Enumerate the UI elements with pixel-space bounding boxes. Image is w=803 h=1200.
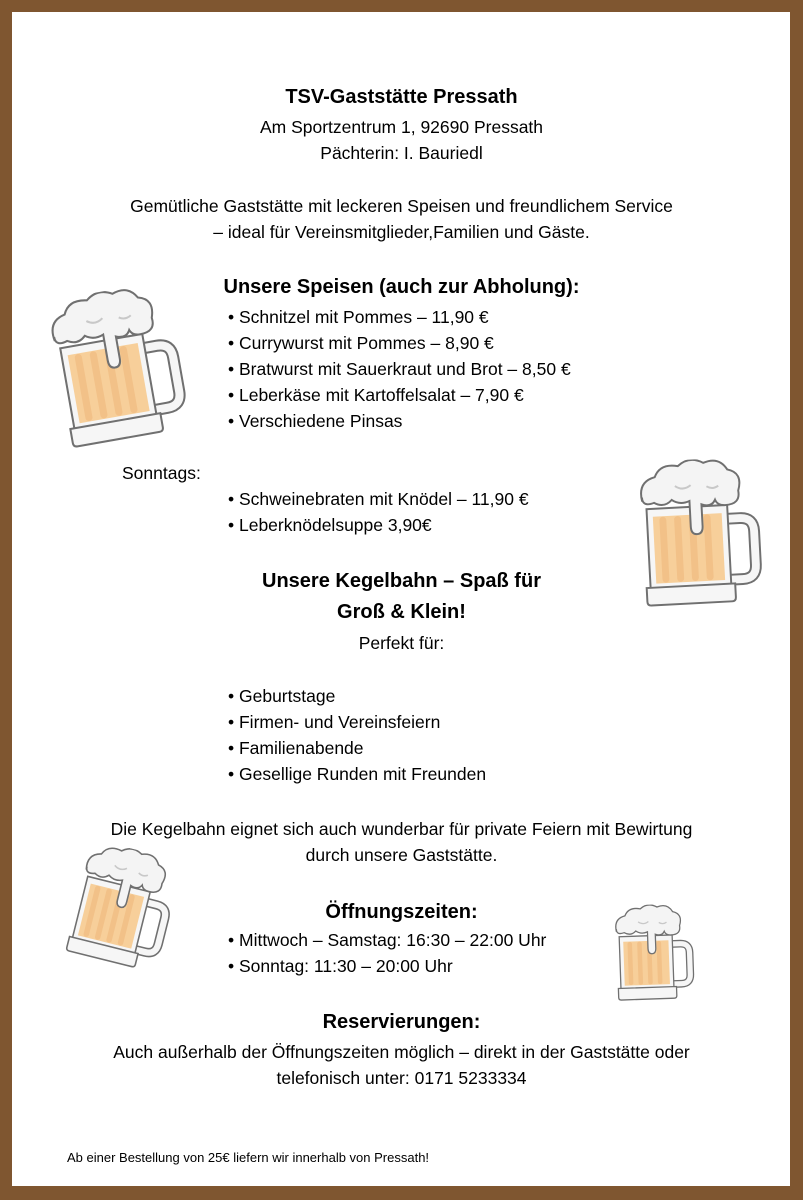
bowling-occasion: • Familienabende	[228, 738, 364, 758]
menu-item: • Currywurst mit Pommes – 8,90 €	[228, 333, 494, 353]
menu-item: • Leberkäse mit Kartoffelsalat – 7,90 €	[228, 385, 524, 405]
sunday-menu-item: • Leberknödelsuppe 3,90€	[228, 515, 432, 535]
bowling-occasion: • Geburtstage	[228, 686, 336, 706]
bowling-perfect-for: Perfekt für:	[358, 633, 445, 653]
reservations-heading: Reservierungen:	[322, 1011, 481, 1033]
bowling-note-line-1: Die Kegelbahn eignet sich auch wunderbar für private Feiern mit Bewirtung	[110, 819, 693, 839]
menu-item: • Verschiedene Pinsas	[228, 411, 403, 431]
restaurant-address: Am Sportzentrum 1, 92690 Pressath	[259, 117, 544, 137]
opening-hours-item: • Mittwoch – Samstag: 16:30 – 22:00 Uhr	[228, 930, 547, 950]
menu-heading: Unsere Speisen (auch zur Abholung):	[223, 276, 580, 298]
bowling-heading-line-1: Unsere Kegelbahn – Spaß für	[262, 570, 541, 592]
opening-hours-heading: Öffnungszeiten:	[325, 901, 478, 923]
beer-mug-icon	[39, 278, 196, 455]
bowling-occasion: • Firmen- und Vereinsfeiern	[228, 712, 441, 732]
intro-line-1: Gemütliche Gaststätte mit leckeren Speisen und freundlichem Service	[130, 196, 673, 216]
delivery-note: Ab einer Bestellung von 25€ liefern wir innerhalb von Pressath!	[67, 1150, 430, 1165]
menu-item: • Schnitzel mit Pommes – 11,90 €	[228, 307, 489, 327]
sunday-menu-item: • Schweinebraten mit Knödel – 11,90 €	[228, 489, 529, 509]
bowling-occasion: • Gesellige Runden mit Freunden	[228, 764, 487, 784]
bowling-heading-line-2: Groß & Klein!	[337, 601, 466, 623]
opening-hours-item: • Sonntag: 11:30 – 20:00 Uhr	[228, 956, 453, 976]
menu-item: • Bratwurst mit Sauerkraut und Brot – 8,50 €	[228, 359, 571, 379]
bowling-note-line-2: durch unsere Gaststätte.	[305, 845, 498, 865]
restaurant-tenant: Pächterin: I. Bauriedl	[320, 143, 483, 163]
sunday-label: Sonntags:	[122, 463, 201, 483]
intro-line-2: – ideal für Vereinsmitglieder,Familien und Gäste.	[213, 222, 590, 242]
reservations-line-1: Auch außerhalb der Öffnungszeiten möglich – direkt in der Gaststätte oder	[113, 1042, 690, 1062]
reservations-phone: telefonisch unter: 0171 5233334	[276, 1068, 527, 1088]
restaurant-title: TSV-Gaststätte Pressath	[285, 86, 518, 108]
